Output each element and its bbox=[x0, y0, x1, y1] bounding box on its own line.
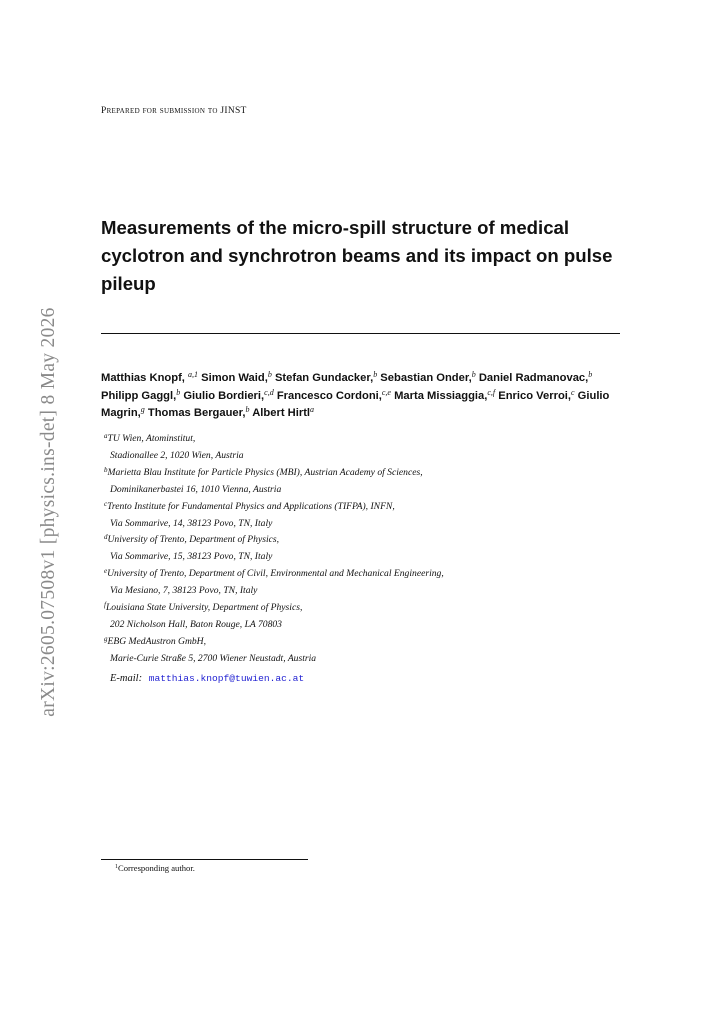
footnote-rule bbox=[101, 859, 308, 860]
affiliation-address: 202 Nicholson Hall, Baton Rouge, LA 70803 bbox=[110, 618, 282, 630]
affiliation-address: Via Mesiano, 7, 38123 Povo, TN, Italy bbox=[110, 585, 258, 597]
author: Albert Hirtl$^a$ bbox=[252, 405, 315, 419]
author: Sebastian Onder,$^b$ bbox=[380, 370, 476, 384]
affiliation-g: $^g$EBG MedAustron GmbH, Marie-Curie Straße 5, 2700 Wiener Neustadt, Austria bbox=[104, 634, 317, 664]
email-link[interactable]: matthias.knopf@tuwien.ac.at bbox=[148, 673, 305, 684]
author: Thomas Bergauer,$^b$ bbox=[147, 405, 250, 419]
email-line bbox=[110, 673, 304, 684]
author: Marta Missiaggia,$^{c,f}$ bbox=[394, 387, 496, 402]
footnote: $^1$Corresponding author. bbox=[115, 863, 195, 873]
author: Matthias Knopf, $^{a,1}$ bbox=[101, 370, 199, 384]
affiliation-address: Via Sommarive, 14, 38123 Povo, TN, Italy bbox=[110, 517, 273, 529]
affiliation-address: Dominikanerbastei 16, 1010 Vienna, Austria bbox=[110, 483, 282, 495]
author: Simon Waid,$^b$ bbox=[201, 370, 272, 384]
affiliation-address: Stadionallee 2, 1020 Wien, Austria bbox=[110, 449, 244, 461]
affiliation-b: $^b$Marietta Blau Institute for Particle Physics (MBI), Austrian Academy of Sciences, Dominikanerbastei 16, 1010 Vienna, Austria bbox=[104, 465, 423, 495]
affiliation-d: $^d$University of Trento, Department of Physics, Via Sommarive, 15, 38123 Povo, TN, Italy bbox=[104, 533, 280, 563]
arxiv-stamp: arXiv:2605.07508v1 [physics.ins-det] 8 May 2026 bbox=[38, 307, 59, 717]
prepared-for-note: Prepared for submission to JINST bbox=[101, 106, 247, 116]
title-rule bbox=[101, 333, 620, 334]
affiliation-f: $^f$Louisiana State University, Department of Physics, 202 Nicholson Hall, Baton Rouge, LA 70803 bbox=[104, 601, 303, 630]
author: Stefan Gundacker,$^b$ bbox=[274, 370, 378, 384]
author: Daniel Radmanovac,$^b$ bbox=[478, 370, 593, 384]
affiliation-address: Via Sommarive, 15, 38123 Povo, TN, Italy bbox=[110, 551, 273, 563]
affiliation-a: $^a$TU Wien, Atominstitut, Stadionallee 2, 1020 Wien, Austria bbox=[104, 432, 244, 461]
paper-title: Measurements of the micro-spill structure of medical cyclotron and synchrotron beams and its impact on pulse pileup bbox=[101, 217, 613, 294]
affiliation-e: $^e$University of Trento, Department of Civil, Environmental and Mechanical Engineering, Via Mesiano, 7, 38123 Povo, TN, Italy bbox=[104, 567, 444, 597]
affiliation-c: $^c$Trento Institute for Fundamental Physics and Applications (TIFPA), INFN, Via Sommarive, 14, 38123 Povo, TN, Italy bbox=[104, 499, 395, 529]
author-list bbox=[101, 370, 626, 423]
email-label: E-mail: bbox=[110, 673, 143, 684]
affiliation-address: Marie-Curie Straße 5, 2700 Wiener Neustadt, Austria bbox=[110, 652, 317, 664]
affiliation-list bbox=[104, 431, 624, 668]
author: Philipp Gaggl,$^b$ bbox=[101, 387, 181, 402]
author: Giulio Bordieri,$^{c,d}$ bbox=[183, 387, 274, 402]
author: Enrico Verroi,$^c$ bbox=[498, 387, 575, 402]
author: Giulio Magrin,$^g$ bbox=[101, 389, 610, 419]
author: Francesco Cordoni,$^{c,e}$ bbox=[276, 387, 391, 402]
